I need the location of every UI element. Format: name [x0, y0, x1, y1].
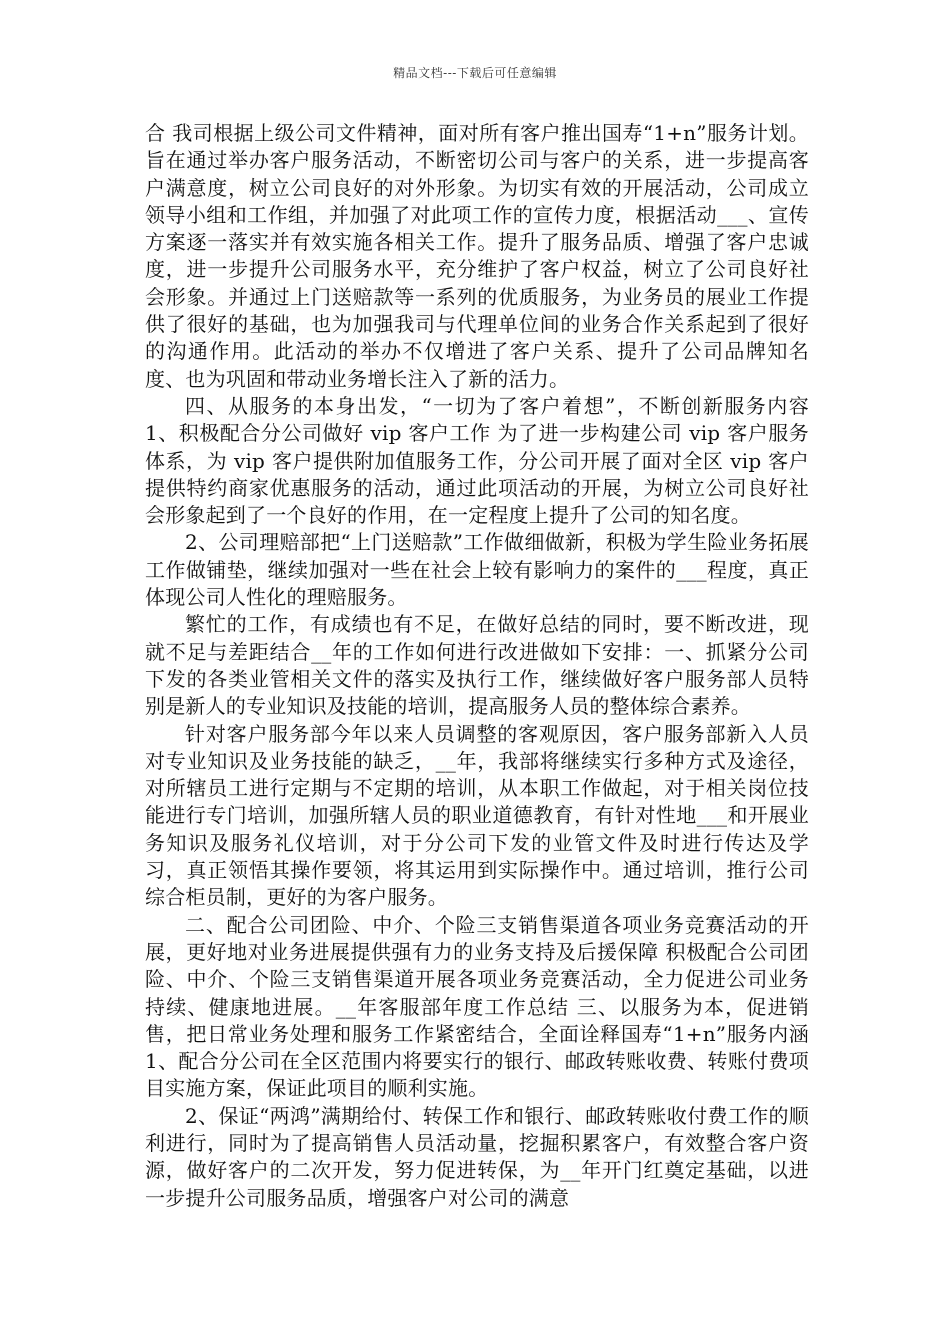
paragraph: 四、从服务的本身出发，“一切为了客户着想”，不断创新服务内容 1、积极配合分公司做好 vip 客户工作 为了进一步构建公司 vip 客户服务体系，为 vip 客户提供附加值服务工作，分公司开展了面对全区 vip 客户提供特约商家优惠服务的活动，通过此项活动的开展，为树立公司良好社会形象起到了一个良好的作用，在一定程度上提升了公司的知名度。 [145, 393, 809, 528]
document-body [145, 120, 809, 1212]
paragraph: 合 我司根据上级公司文件精神，面对所有客户推出国寿“1+n”服务计划。旨在通过举办客户服务活动，不断密切公司与客户的关系，进一步提高客户满意度，树立公司良好的对外形象。为切实有效的开展活动，公司成立领导小组和工作组，并加强了对此项工作的宣传力度，根据活动___、宣传方案逐一落实并有效实施各相关工作。提升了服务品质、增强了客户忠诚度，进一步提升公司服务水平，充分维护了客户权益，树立了公司良好社会形象。并通过上门送赔款等一系列的优质服务，为业务员的展业工作提供了很好的基础，也为加强我司与代理单位间的业务合作关系起到了很好的沟通作用。此活动的举办不仅增进了客户关系、提升了公司品牌知名度、也为巩固和带动业务增长注入了新的活力。 [145, 121, 809, 391]
paragraph: 2、保证“两鸿”满期给付、转保工作和银行、邮政转账收付费工作的顺利进行，同时为了提高销售人员活动量，挖掘积累客户，有效整合客户资源，做好客户的二次开发，努力促进转保，为__年开门红奠定基础，以进一步提升公司服务品质，增强客户对公司的满意 [145, 1103, 809, 1210]
paragraph: 2、公司理赔部把“上门送赔款”工作做细做新，积极为学生险业务拓展工作做铺垫，继续加强对一些在社会上较有影响力的案件的___程度，真正体现公司人性化的理赔服务。 [145, 530, 809, 610]
page-header: 精品文档---下载后可任意编辑 [393, 66, 557, 80]
paragraph: 繁忙的工作，有成绩也有不足，在做好总结的同时，要不断改进，现就不足与差距结合__年的工作如何进行改进做如下安排：一、抓紧分公司下发的各类业管相关文件的落实及执行工作，继续做好客户服务部人员特别是新人的专业知识及技能的培训，提高服务人员的整体综合素养。 [145, 612, 809, 719]
paragraph: 针对客户服务部今年以来人员调整的客观原因，客户服务部新入人员对专业知识及业务技能的缺乏，__年，我部将继续实行多种方式及途径，对所辖员工进行定期与不定期的培训，从本职工作做起，对于相关岗位技能进行专门培训，加强所辖人员的职业道德教育，有针对性地___和开展业务知识及服务礼仪培训，对于分公司下发的业管文件及时进行传达及学习，真正领悟其操作要领，将其运用到实际操作中。通过培训，推行公司综合柜员制，更好的为客户服务。 [145, 721, 809, 910]
paragraph: 二、配合公司团险、中介、个险三支销售渠道各项业务竞赛活动的开展，更好地对业务进展提供强有力的业务支持及后援保障 积极配合公司团险、中介、个险三支销售渠道开展各项业务竞赛活动，全力促进公司业务持续、健康地进展。__年客服部年度工作总结 三、以服务为本，促进销售，把日常业务处理和服务工作紧密结合，全面诠释国寿“1+n”服务内涵 1、配合分公司在全区范围内将要实行的银行、邮政转账收费、转账付费项目实施方案，保证此项目的顺利实施。 [145, 912, 809, 1101]
